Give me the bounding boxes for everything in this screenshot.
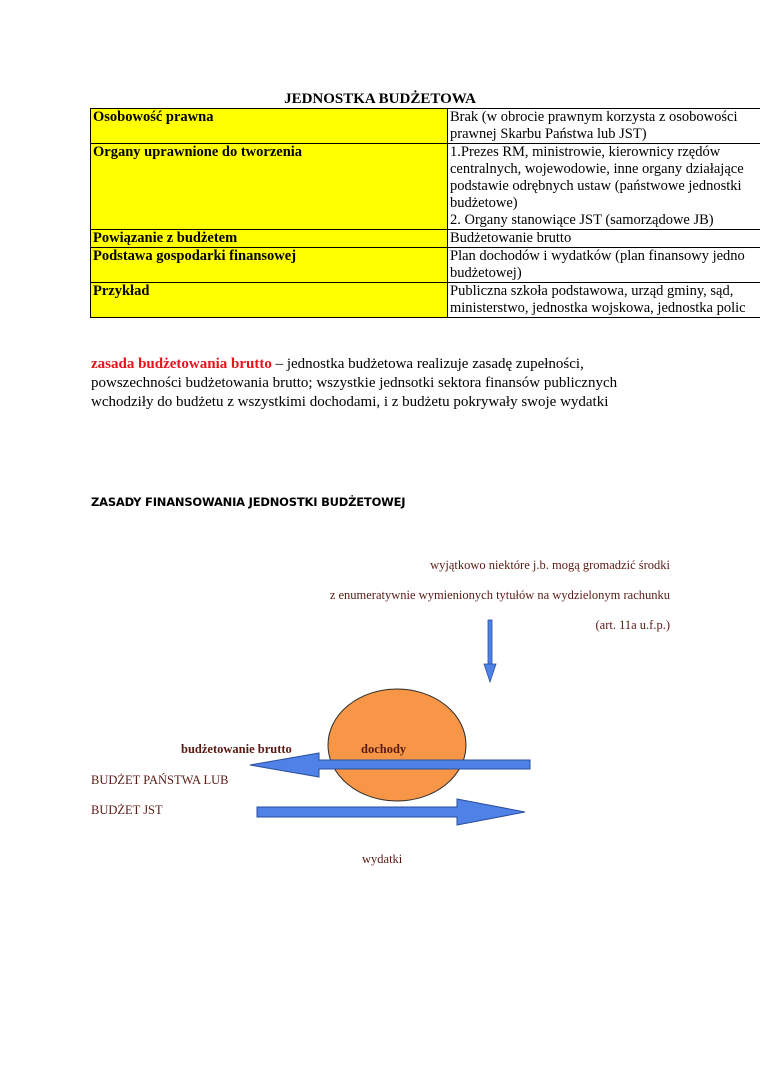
- definition-term: zasada budżetowania brutto: [91, 356, 272, 372]
- page-title: JEDNOSTKA BUDŻETOWA: [284, 91, 476, 107]
- row-value-line: ministerstwo, jednostka wojskowa, jednostka polic: [450, 300, 746, 316]
- row-value-line: Budżetowanie brutto: [450, 230, 572, 246]
- budzetowanie-label: budżetowanie brutto: [181, 742, 292, 756]
- row-value-line: Brak (w obrocie prawnym korzysta z osobowości: [450, 109, 738, 125]
- row-label: Powiązanie z budżetem: [91, 230, 448, 248]
- row-value-line: centralnych, wojewodowie, inne organy działające: [450, 161, 744, 177]
- row-value-line: budżetowe): [450, 195, 518, 211]
- down-arrow-icon: [484, 620, 496, 682]
- definition-line-1: – jednostka budżetowa realizuje zasadę zupełności,: [271, 356, 584, 372]
- note-line-1: wyjątkowo niektóre j.b. mogą gromadzić środki: [430, 558, 670, 572]
- dochody-label: dochody: [361, 742, 407, 756]
- section-heading: ZASADY FINANSOWANIA JEDNOSTKI BUDŻETOWEJ: [91, 495, 406, 509]
- note-line-3: (art. 11a u.f.p.): [595, 618, 670, 632]
- wydatki-label: wydatki: [362, 852, 403, 866]
- row-label: Przykład: [91, 283, 448, 318]
- budzet-label-1: BUDŻET PAŃSTWA LUB: [91, 773, 229, 787]
- row-value-line: Publiczna szkoła podstawowa, urząd gminy, sąd,: [450, 283, 734, 299]
- note-line-2: z enumeratywnie wymienionych tytułów na wydzielonym rachunku: [329, 588, 670, 602]
- row-label: Organy uprawnione do tworzenia: [91, 144, 448, 230]
- row-value-line: prawnej Skarbu Państwa lub JST): [450, 126, 647, 142]
- budzet-label-2: BUDŻET JST: [91, 803, 163, 817]
- row-value-line: 1.Prezes RM, ministrowie, kierownicy rzędów: [450, 144, 721, 160]
- row-value-line: 2. Organy stanowiące JST (samorządowe JB): [450, 212, 714, 228]
- definition-line-3: wchodziły do budżetu z wszystkimi dochodami, i z budżetu pokrywały swoje wydatki: [91, 394, 609, 410]
- row-label: Osobowość prawna: [91, 109, 448, 144]
- definition-line-2: powszechności budżetowania brutto; wszystkie jednsotki sektora finansów publicznych: [91, 375, 618, 391]
- row-value-line: Plan dochodów i wydatków (plan finansowy jedno: [450, 248, 745, 264]
- right-arrow-icon: [257, 799, 525, 825]
- row-label: Podstawa gospodarki finansowej: [91, 248, 448, 283]
- row-value-line: budżetowej): [450, 265, 522, 281]
- row-value-line: podstawie odrębnych ustaw (państwowe jednostki: [450, 178, 742, 194]
